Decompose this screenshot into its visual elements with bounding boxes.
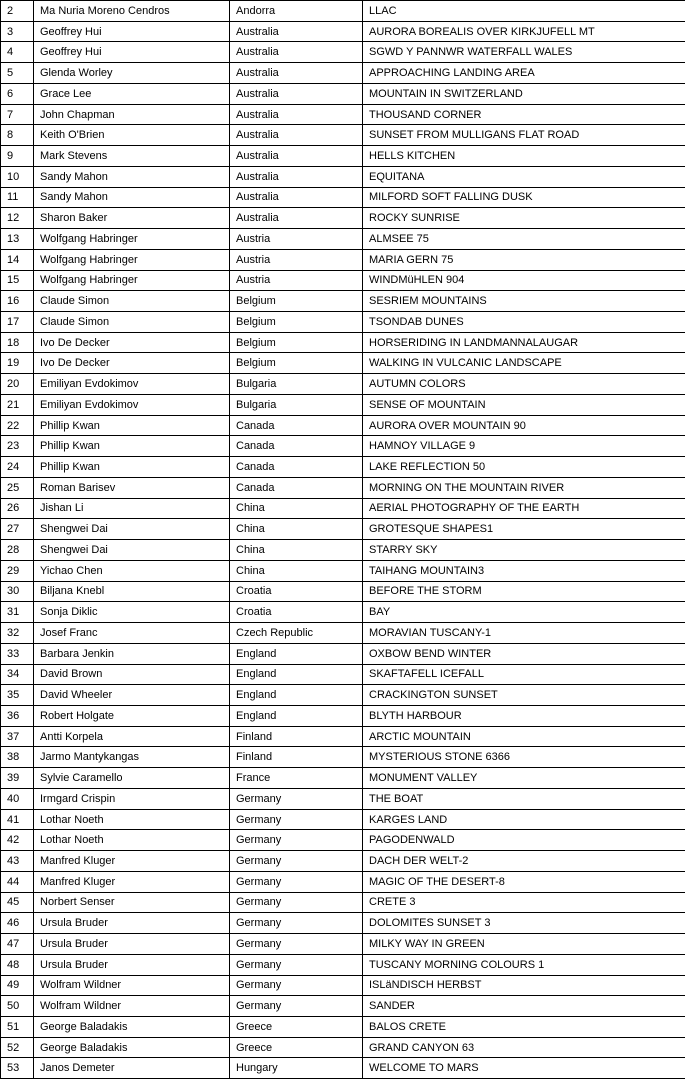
author-name-cell: Wolfgang Habringer (34, 229, 230, 250)
entry-number-cell: 26 (1, 498, 34, 519)
table-row (1, 1058, 685, 1079)
author-name-cell: Biljana Knebl (34, 581, 230, 602)
entry-number-cell: 19 (1, 353, 34, 374)
country-cell: Australia (230, 208, 363, 229)
author-name-cell: Sylvie Caramello (34, 768, 230, 789)
entry-number-cell: 41 (1, 809, 34, 830)
country-cell: Germany (230, 830, 363, 851)
author-name-cell: George Baladakis (34, 1016, 230, 1037)
entry-number-cell: 38 (1, 747, 34, 768)
author-name-cell: Geoffrey Hui (34, 21, 230, 42)
entry-number-cell: 25 (1, 477, 34, 498)
entry-number-cell: 13 (1, 229, 34, 250)
entry-number-cell: 3 (1, 21, 34, 42)
table-row (1, 560, 685, 581)
table-row (1, 747, 685, 768)
country-cell: Germany (230, 996, 363, 1017)
table-row (1, 42, 685, 63)
photo-title-cell: BLYTH HARBOUR (363, 705, 685, 726)
country-cell: Bulgaria (230, 374, 363, 395)
photo-title-cell: THE BOAT (363, 788, 685, 809)
photo-title-cell: ALMSEE 75 (363, 229, 685, 250)
country-cell: Australia (230, 125, 363, 146)
country-cell: Australia (230, 146, 363, 167)
author-name-cell: Phillip Kwan (34, 415, 230, 436)
country-cell: England (230, 705, 363, 726)
entry-number-cell: 5 (1, 63, 34, 84)
author-name-cell: David Brown (34, 664, 230, 685)
country-cell: Germany (230, 913, 363, 934)
entry-number-cell: 20 (1, 374, 34, 395)
country-cell: Belgium (230, 353, 363, 374)
country-cell: Canada (230, 477, 363, 498)
entry-number-cell: 49 (1, 975, 34, 996)
table-row (1, 996, 685, 1017)
country-cell: Austria (230, 270, 363, 291)
country-cell: Canada (230, 436, 363, 457)
entry-number-cell: 43 (1, 851, 34, 872)
photo-title-cell: KARGES LAND (363, 809, 685, 830)
entries-table-body (1, 1, 685, 1079)
country-cell: Belgium (230, 291, 363, 312)
country-cell: China (230, 498, 363, 519)
table-row (1, 146, 685, 167)
entry-number-cell: 32 (1, 623, 34, 644)
table-row (1, 1037, 685, 1058)
table-row (1, 581, 685, 602)
author-name-cell: Manfred Kluger (34, 871, 230, 892)
table-row (1, 312, 685, 333)
photo-title-cell: MONUMENT VALLEY (363, 768, 685, 789)
entry-number-cell: 6 (1, 83, 34, 104)
table-row (1, 415, 685, 436)
author-name-cell: Norbert Senser (34, 892, 230, 913)
author-name-cell: Yichao Chen (34, 560, 230, 581)
author-name-cell: Wolfgang Habringer (34, 249, 230, 270)
table-row (1, 934, 685, 955)
author-name-cell: Lothar Noeth (34, 830, 230, 851)
entry-number-cell: 34 (1, 664, 34, 685)
country-cell: Germany (230, 892, 363, 913)
table-row (1, 1, 685, 22)
country-cell: Germany (230, 851, 363, 872)
entry-number-cell: 45 (1, 892, 34, 913)
table-row (1, 21, 685, 42)
entry-number-cell: 39 (1, 768, 34, 789)
photo-title-cell: APPROACHING LANDING AREA (363, 63, 685, 84)
table-row (1, 457, 685, 478)
table-row (1, 643, 685, 664)
table-row (1, 229, 685, 250)
entry-number-cell: 14 (1, 249, 34, 270)
entry-number-cell: 51 (1, 1016, 34, 1037)
table-row (1, 809, 685, 830)
entry-number-cell: 29 (1, 560, 34, 581)
photo-title-cell: LLAC (363, 1, 685, 22)
entry-number-cell: 48 (1, 954, 34, 975)
table-row (1, 871, 685, 892)
author-name-cell: Ivo De Decker (34, 332, 230, 353)
table-row (1, 394, 685, 415)
author-name-cell: Mark Stevens (34, 146, 230, 167)
photo-title-cell: CRACKINGTON SUNSET (363, 685, 685, 706)
photo-title-cell: MILKY WAY IN GREEN (363, 934, 685, 955)
entry-number-cell: 36 (1, 705, 34, 726)
country-cell: Czech Republic (230, 623, 363, 644)
entry-number-cell: 11 (1, 187, 34, 208)
author-name-cell: Ursula Bruder (34, 954, 230, 975)
photo-title-cell: ARCTIC MOUNTAIN (363, 726, 685, 747)
table-row (1, 602, 685, 623)
photo-title-cell: MORAVIAN TUSCANY-1 (363, 623, 685, 644)
author-name-cell: Sandy Mahon (34, 187, 230, 208)
table-row (1, 436, 685, 457)
country-cell: Belgium (230, 312, 363, 333)
entry-number-cell: 21 (1, 394, 34, 415)
table-row (1, 788, 685, 809)
photo-title-cell: MAGIC OF THE DESERT-8 (363, 871, 685, 892)
table-row (1, 83, 685, 104)
author-name-cell: Ma Nuria Moreno Cendros (34, 1, 230, 22)
author-name-cell: Wolfram Wildner (34, 975, 230, 996)
author-name-cell: Barbara Jenkin (34, 643, 230, 664)
table-row (1, 332, 685, 353)
photo-title-cell: GROTESQUE SHAPES1 (363, 519, 685, 540)
entry-number-cell: 50 (1, 996, 34, 1017)
photo-title-cell: MYSTERIOUS STONE 6366 (363, 747, 685, 768)
author-name-cell: Sharon Baker (34, 208, 230, 229)
photo-title-cell: MOUNTAIN IN SWITZERLAND (363, 83, 685, 104)
table-row (1, 705, 685, 726)
entry-number-cell: 52 (1, 1037, 34, 1058)
author-name-cell: Jishan Li (34, 498, 230, 519)
table-row (1, 975, 685, 996)
table-row (1, 353, 685, 374)
author-name-cell: Phillip Kwan (34, 457, 230, 478)
photo-title-cell: STARRY SKY (363, 540, 685, 561)
table-row (1, 63, 685, 84)
entry-number-cell: 12 (1, 208, 34, 229)
author-name-cell: Ursula Bruder (34, 913, 230, 934)
photo-title-cell: AURORA BOREALIS OVER KIRKJUFELL MT (363, 21, 685, 42)
photo-title-cell: MILFORD SOFT FALLING DUSK (363, 187, 685, 208)
photo-title-cell: AUTUMN COLORS (363, 374, 685, 395)
photo-title-cell: WALKING IN VULCANIC LANDSCAPE (363, 353, 685, 374)
photo-title-cell: TUSCANY MORNING COLOURS 1 (363, 954, 685, 975)
author-name-cell: Phillip Kwan (34, 436, 230, 457)
photo-title-cell: PAGODENWALD (363, 830, 685, 851)
author-name-cell: Josef Franc (34, 623, 230, 644)
photo-title-cell: AERIAL PHOTOGRAPHY OF THE EARTH (363, 498, 685, 519)
table-row (1, 477, 685, 498)
country-cell: Croatia (230, 581, 363, 602)
entry-number-cell: 18 (1, 332, 34, 353)
country-cell: China (230, 560, 363, 581)
photo-title-cell: HELLS KITCHEN (363, 146, 685, 167)
country-cell: Australia (230, 166, 363, 187)
entry-number-cell: 7 (1, 104, 34, 125)
photo-title-cell: SKAFTAFELL ICEFALL (363, 664, 685, 685)
author-name-cell: Wolfgang Habringer (34, 270, 230, 291)
photo-title-cell: TAIHANG MOUNTAIN3 (363, 560, 685, 581)
entry-number-cell: 9 (1, 146, 34, 167)
author-name-cell: Keith O'Brien (34, 125, 230, 146)
entry-number-cell: 46 (1, 913, 34, 934)
photo-title-cell: DACH DER WELT-2 (363, 851, 685, 872)
photo-title-cell: HAMNOY VILLAGE 9 (363, 436, 685, 457)
table-row (1, 270, 685, 291)
table-row (1, 291, 685, 312)
table-row (1, 830, 685, 851)
country-cell: Andorra (230, 1, 363, 22)
photo-title-cell: MORNING ON THE MOUNTAIN RIVER (363, 477, 685, 498)
country-cell: Germany (230, 788, 363, 809)
photo-title-cell: BEFORE THE STORM (363, 581, 685, 602)
author-name-cell: Emiliyan Evdokimov (34, 374, 230, 395)
country-cell: France (230, 768, 363, 789)
author-name-cell: Antti Korpela (34, 726, 230, 747)
entry-number-cell: 28 (1, 540, 34, 561)
table-row (1, 104, 685, 125)
entry-number-cell: 30 (1, 581, 34, 602)
entry-number-cell: 27 (1, 519, 34, 540)
country-cell: Germany (230, 954, 363, 975)
author-name-cell: Irmgard Crispin (34, 788, 230, 809)
country-cell: Australia (230, 63, 363, 84)
country-cell: Finland (230, 747, 363, 768)
entry-number-cell: 40 (1, 788, 34, 809)
country-cell: Germany (230, 934, 363, 955)
entry-number-cell: 22 (1, 415, 34, 436)
author-name-cell: Sonja Diklic (34, 602, 230, 623)
country-cell: Austria (230, 229, 363, 250)
photo-title-cell: LAKE REFLECTION 50 (363, 457, 685, 478)
country-cell: Finland (230, 726, 363, 747)
entry-number-cell: 4 (1, 42, 34, 63)
country-cell: China (230, 519, 363, 540)
author-name-cell: Geoffrey Hui (34, 42, 230, 63)
table-row (1, 851, 685, 872)
author-name-cell: Roman Barisev (34, 477, 230, 498)
photo-title-cell: SGWD Y PANNWR WATERFALL WALES (363, 42, 685, 63)
table-row (1, 954, 685, 975)
country-cell: Croatia (230, 602, 363, 623)
author-name-cell: Ursula Bruder (34, 934, 230, 955)
country-cell: Australia (230, 21, 363, 42)
country-cell: Germany (230, 809, 363, 830)
table-row (1, 519, 685, 540)
table-row (1, 664, 685, 685)
table-row (1, 913, 685, 934)
table-row (1, 623, 685, 644)
country-cell: Hungary (230, 1058, 363, 1079)
author-name-cell: Manfred Kluger (34, 851, 230, 872)
entry-number-cell: 15 (1, 270, 34, 291)
entry-number-cell: 8 (1, 125, 34, 146)
author-name-cell: Robert Holgate (34, 705, 230, 726)
author-name-cell: Ivo De Decker (34, 353, 230, 374)
author-name-cell: David Wheeler (34, 685, 230, 706)
table-row (1, 249, 685, 270)
country-cell: Australia (230, 187, 363, 208)
photo-title-cell: TSONDAB DUNES (363, 312, 685, 333)
country-cell: England (230, 643, 363, 664)
author-name-cell: Claude Simon (34, 312, 230, 333)
entry-number-cell: 47 (1, 934, 34, 955)
country-cell: China (230, 540, 363, 561)
table-row (1, 166, 685, 187)
country-cell: Greece (230, 1037, 363, 1058)
author-name-cell: Shengwei Dai (34, 540, 230, 561)
table-row (1, 208, 685, 229)
photo-title-cell: SANDER (363, 996, 685, 1017)
photo-title-cell: SUNSET FROM MULLIGANS FLAT ROAD (363, 125, 685, 146)
entry-number-cell: 33 (1, 643, 34, 664)
entry-number-cell: 10 (1, 166, 34, 187)
photo-title-cell: CRETE 3 (363, 892, 685, 913)
photo-title-cell: OXBOW BEND WINTER (363, 643, 685, 664)
entry-number-cell: 23 (1, 436, 34, 457)
country-cell: Australia (230, 42, 363, 63)
country-cell: Canada (230, 457, 363, 478)
photo-title-cell: DOLOMITES SUNSET 3 (363, 913, 685, 934)
country-cell: England (230, 664, 363, 685)
photo-title-cell: GRAND CANYON 63 (363, 1037, 685, 1058)
country-cell: Germany (230, 871, 363, 892)
author-name-cell: Emiliyan Evdokimov (34, 394, 230, 415)
author-name-cell: Wolfram Wildner (34, 996, 230, 1017)
table-row (1, 374, 685, 395)
country-cell: Australia (230, 104, 363, 125)
country-cell: Austria (230, 249, 363, 270)
author-name-cell: Grace Lee (34, 83, 230, 104)
table-row (1, 726, 685, 747)
author-name-cell: Lothar Noeth (34, 809, 230, 830)
country-cell: England (230, 685, 363, 706)
author-name-cell: Sandy Mahon (34, 166, 230, 187)
entry-number-cell: 2 (1, 1, 34, 22)
table-row (1, 768, 685, 789)
photo-title-cell: MARIA GERN 75 (363, 249, 685, 270)
entry-number-cell: 31 (1, 602, 34, 623)
entry-number-cell: 24 (1, 457, 34, 478)
country-cell: Germany (230, 975, 363, 996)
country-cell: Greece (230, 1016, 363, 1037)
entry-number-cell: 44 (1, 871, 34, 892)
photo-title-cell: ISLäNDISCH HERBST (363, 975, 685, 996)
photo-title-cell: WINDMüHLEN 904 (363, 270, 685, 291)
author-name-cell: Janos Demeter (34, 1058, 230, 1079)
entry-number-cell: 53 (1, 1058, 34, 1079)
country-cell: Canada (230, 415, 363, 436)
table-row (1, 685, 685, 706)
photo-title-cell: SESRIEM MOUNTAINS (363, 291, 685, 312)
country-cell: Australia (230, 83, 363, 104)
photo-title-cell: BAY (363, 602, 685, 623)
country-cell: Belgium (230, 332, 363, 353)
table-row (1, 498, 685, 519)
entry-number-cell: 35 (1, 685, 34, 706)
author-name-cell: Glenda Worley (34, 63, 230, 84)
photo-title-cell: ROCKY SUNRISE (363, 208, 685, 229)
author-name-cell: George Baladakis (34, 1037, 230, 1058)
entry-number-cell: 42 (1, 830, 34, 851)
photo-title-cell: THOUSAND CORNER (363, 104, 685, 125)
country-cell: Bulgaria (230, 394, 363, 415)
author-name-cell: Jarmo Mantykangas (34, 747, 230, 768)
photo-title-cell: HORSERIDING IN LANDMANNALAUGAR (363, 332, 685, 353)
author-name-cell: Claude Simon (34, 291, 230, 312)
table-row (1, 892, 685, 913)
entry-number-cell: 16 (1, 291, 34, 312)
photo-title-cell: EQUITANA (363, 166, 685, 187)
author-name-cell: Shengwei Dai (34, 519, 230, 540)
table-row (1, 187, 685, 208)
table-row (1, 1016, 685, 1037)
photo-title-cell: WELCOME TO MARS (363, 1058, 685, 1079)
entry-number-cell: 17 (1, 312, 34, 333)
table-row (1, 125, 685, 146)
photo-title-cell: AURORA OVER MOUNTAIN 90 (363, 415, 685, 436)
photo-title-cell: BALOS CRETE (363, 1016, 685, 1037)
photo-title-cell: SENSE OF MOUNTAIN (363, 394, 685, 415)
author-name-cell: John Chapman (34, 104, 230, 125)
table-row (1, 540, 685, 561)
entry-number-cell: 37 (1, 726, 34, 747)
